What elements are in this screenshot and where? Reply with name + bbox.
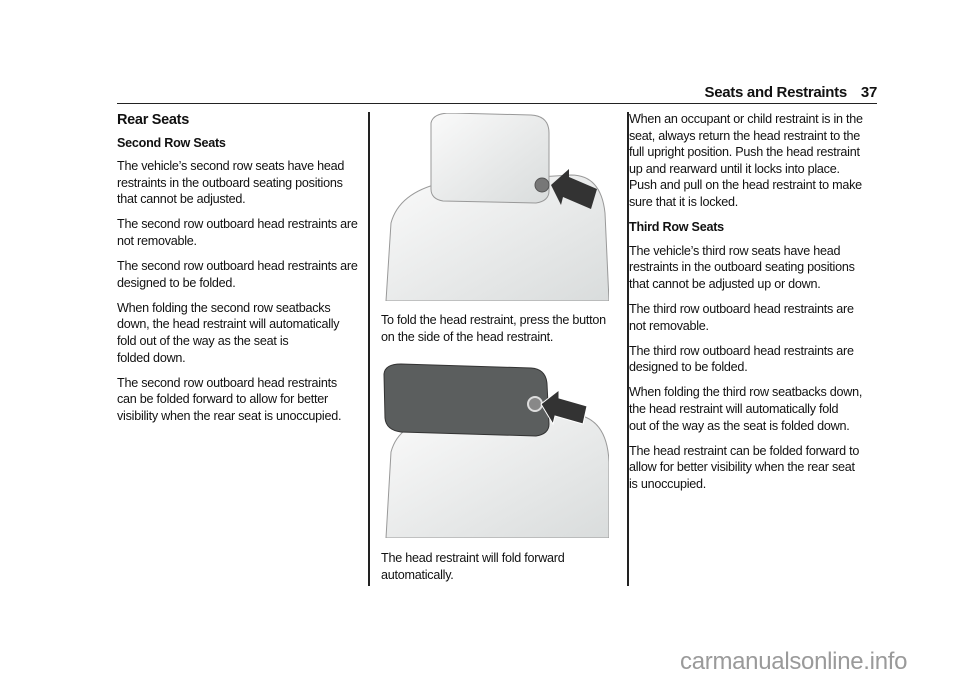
col1-paragraphs	[117, 158, 358, 424]
figure-caption-2	[381, 550, 565, 583]
paragraph	[117, 300, 358, 366]
text-line: The third row outboard head restraints are	[629, 343, 854, 358]
paragraph	[117, 258, 358, 291]
text-line: up and rearward until it locks into place.	[629, 161, 840, 176]
subheading: Second Row Seats	[117, 135, 226, 150]
head-restraint-button-illustration	[381, 113, 609, 301]
text-line: designed to be folded.	[629, 360, 748, 375]
text-line: allow for better visibility when the rear seat	[629, 460, 855, 475]
paragraph	[629, 443, 863, 493]
text-line: full upright position. Push the head restraint	[629, 145, 860, 160]
text-line: not removable.	[629, 318, 709, 333]
text-line: restraints in the outboard seating positions	[117, 175, 343, 190]
text-line: When folding the second row seatbacks	[117, 300, 331, 315]
text-line: not removable.	[117, 234, 197, 249]
text-line: When folding the third row seatbacks down,	[629, 385, 863, 400]
column-1	[117, 112, 358, 433]
page-number: 37	[860, 84, 877, 101]
text-line: folded down.	[117, 350, 186, 365]
paragraph	[629, 384, 863, 434]
text-line: Push and pull on the head restraint to make	[629, 178, 862, 193]
col3-paragraphs	[629, 243, 863, 493]
text-line: down, the head restraint will automatically	[117, 317, 340, 332]
text-line: The third row outboard head restraints are	[629, 301, 854, 316]
paragraph	[117, 375, 358, 425]
watermark: carmanualsonline.info	[680, 648, 908, 675]
text-line: When an occupant or child restraint is in the	[629, 112, 863, 126]
text-line: visibility when the rear seat is unoccupied.	[117, 408, 342, 423]
text-line: automatically.	[381, 567, 454, 582]
text-line: sure that it is locked.	[629, 194, 739, 209]
section-heading: Rear Seats	[117, 112, 189, 128]
text-line: restraints in the outboard seating positions	[629, 260, 855, 275]
text-line: is unoccupied.	[629, 476, 707, 491]
text-line: The vehicle’s second row seats have head	[117, 159, 345, 174]
figure-caption-1	[381, 312, 606, 345]
column-divider	[368, 112, 370, 586]
folded-head-restraint-illustration	[381, 362, 609, 538]
section-title: Seats and Restraints	[704, 84, 847, 101]
text-line: The second row outboard head restraints are	[117, 217, 358, 232]
paragraph	[629, 243, 863, 293]
column-3	[629, 111, 863, 501]
intro-paragraph	[629, 111, 863, 211]
text-line: on the side of the head restraint.	[381, 329, 554, 344]
text-line: out of the way as the seat is folded down.	[629, 418, 850, 433]
text-line: designed to be folded.	[117, 275, 236, 290]
text-line: The second row outboard head restraints	[117, 375, 337, 390]
text-line: seat, always return the head restraint to the	[629, 128, 860, 143]
text-line: fold out of the way as the seat is	[117, 334, 289, 349]
text-line: The vehicle’s third row seats have head	[629, 243, 841, 258]
text-line: To fold the head restraint, press the button	[381, 313, 606, 327]
paragraph	[629, 343, 863, 376]
paragraph	[117, 216, 358, 249]
text-line: The second row outboard head restraints are	[117, 259, 358, 274]
text-line: The head restraint can be folded forward to	[629, 443, 860, 458]
page-header	[117, 82, 877, 104]
subheading: Third Row Seats	[629, 220, 724, 235]
text-line: The head restraint will fold forward	[381, 551, 565, 565]
paragraph	[629, 301, 863, 334]
text-line: that cannot be adjusted.	[117, 192, 246, 207]
text-line: can be folded forward to allow for better	[117, 392, 328, 407]
text-line: that cannot be adjusted up or down.	[629, 276, 821, 291]
paragraph	[117, 158, 358, 208]
text-line: the head restraint will automatically fold	[629, 401, 839, 416]
